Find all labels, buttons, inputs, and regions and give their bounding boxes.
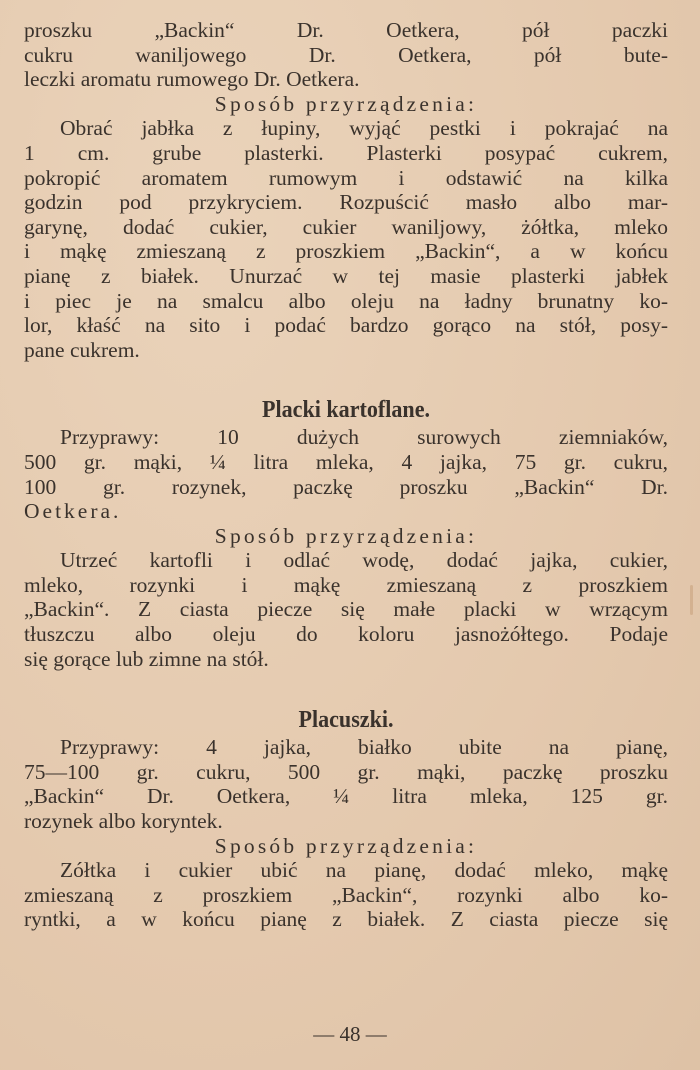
book-page: [24, 18, 668, 932]
text-line: proszku „Backin“ Dr. Oetkera, pół paczki: [24, 18, 668, 42]
ingredients-line: 500 gr. mąki, ¼ litra mleka, 4 jajka, 75 gr. cukru,: [24, 449, 668, 474]
ingredients-line: Przyprawy: 4 jajka, białko ubite na pianę,: [60, 735, 668, 760]
ingredients-line: Przyprawy: 10 dużych surowych ziemniaków,: [60, 425, 668, 450]
paper-stain: [690, 585, 693, 615]
ingredients-line: Oetkera.: [24, 499, 122, 524]
page-number: — 48 —: [313, 1022, 387, 1046]
text-line: zmieszaną z proszkiem „Backin“, rozynki albo ko-: [24, 882, 668, 907]
text-line: cukru waniljowego Dr. Oetkera, pół bute-: [24, 42, 668, 67]
text-line: pianę z białek. Unurzać w tej masie plasterki jabłek: [24, 263, 668, 288]
text-line: i piec je na smalcu albo oleju na ładny brunatny ko-: [24, 288, 668, 313]
text-line: się gorące lub zimne na stół.: [24, 646, 269, 671]
text-line: pane cukrem.: [24, 337, 140, 362]
recipe-title: Placki kartoflane.: [261, 397, 431, 424]
text-line: tłuszczu albo oleju do koloru jasnożółtego. Podaje: [24, 622, 668, 647]
text-line: Obrać jabłka z łupiny, wyjąć pestki i pokrajać na: [60, 116, 668, 141]
text-line: 1 cm. grube plasterki. Plasterki posypać cukrem,: [24, 140, 668, 165]
ingredients-line: 100 gr. rozynek, paczkę proszku „Backin“ Dr.: [24, 474, 668, 499]
text-line: i mąkę zmieszaną z proszkiem „Backin“, a w końcu: [24, 239, 668, 264]
text-line: Zółtka i cukier ubić na pianę, dodać mleko, mąkę: [60, 858, 668, 883]
recipe-title: Placuszki.: [298, 707, 394, 734]
text-line: pokropić aromatem rumowym i odstawić na kilka: [24, 165, 668, 190]
text-line: lor, kłaść na sito i podać bardzo gorąco na stół, posy-: [24, 313, 668, 338]
text-line: leczki aromatu rumowego Dr. Oetkera.: [24, 67, 360, 92]
ingredients-line: rozynek albo koryntek.: [24, 809, 223, 834]
intro-section: [24, 18, 668, 362]
text-line: mleko, rozynki i mąkę zmieszaną z proszkiem: [24, 572, 668, 597]
method-heading: Sposób przyrządzenia:: [214, 833, 478, 858]
recipe-placuszki: [24, 705, 668, 932]
text-line: godzin pod przykryciem. Rozpuścić masło albo mar-: [24, 190, 668, 215]
method-heading: Sposób przyrządzenia:: [214, 523, 478, 548]
text-line: Utrzeć kartofli i odlać wodę, dodać jajka, cukier,: [60, 548, 668, 573]
method-heading: Sposób przyrządzenia:: [214, 91, 478, 116]
text-line: garynę, dodać cukier, cukier waniljowy, żółtka, mleko: [24, 214, 668, 239]
text-line: „Backin“. Z ciasta piecze się małe placki w wrzącym: [24, 597, 668, 622]
ingredients-line: „Backin“ Dr. Oetkera, ¼ litra mleka, 125 gr.: [24, 784, 668, 809]
text-line: ryntki, a w końcu pianę z białek. Z ciasta piecze się: [24, 907, 668, 932]
ingredients-line: 75—100 gr. cukru, 500 gr. mąki, paczkę proszku: [24, 759, 668, 784]
recipe-placki-kartoflane: [24, 395, 668, 671]
